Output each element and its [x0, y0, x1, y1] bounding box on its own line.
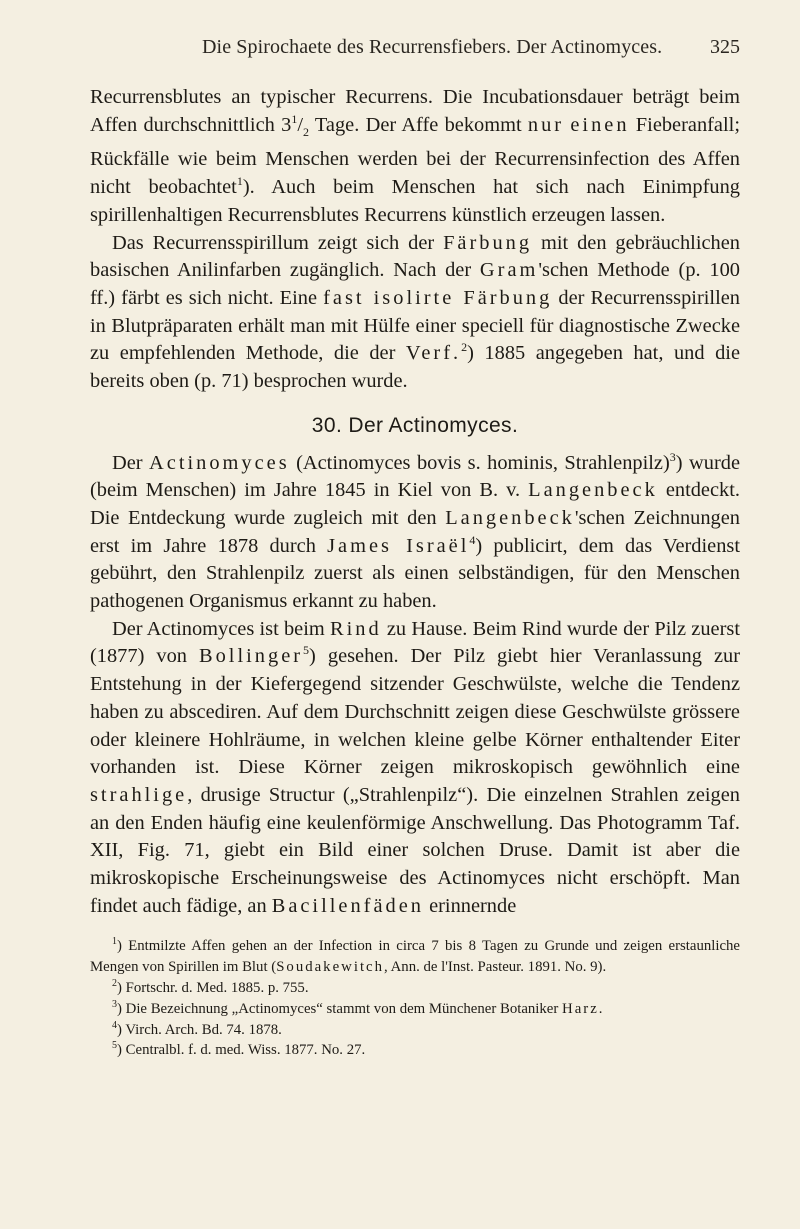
text-run: ) gesehen. Der Pilz giebt hier Veranlassung zur Entstehung in der Kiefergegend sitzender Geschwülste, welche die Tendenz haben zu abscediren. Auf dem Durchschnitt zeigen diese Geschwülste grössere oder kleinere Hohlräume, in welchen kleine gelbe Körner enthaltender Eiter vorhanden ist. Diese Körner zeigen mikroskopisch gewöhnlich eine	[90, 645, 740, 779]
text-run: entdeckt. Die Entdeckung wurde zugleich mit den	[90, 479, 740, 529]
running-header	[90, 36, 740, 64]
spaced-emphasis: strahlige	[90, 783, 188, 806]
footnote-ref: 2	[461, 340, 468, 355]
fraction-denominator: 2	[302, 124, 309, 139]
text-run: (Actinomyces bovis s. hominis, Strahlenpilz)	[289, 451, 670, 474]
text-run: ) Virch. Arch. Bd. 74. 1878.	[117, 1021, 282, 1038]
spaced-emphasis: Rind	[329, 617, 382, 640]
spaced-emphasis: einen	[570, 113, 630, 136]
paragraph-rind	[90, 616, 740, 921]
running-title: Die Spirochaete des Recurrensfiebers. Der Actinomyces.	[202, 36, 663, 58]
paragraph-entdeckung	[90, 450, 740, 616]
spaced-emphasis: Actinomyces	[149, 451, 290, 474]
text-run: ) Die Bezeichnung „Actinomyces“ stammt von dem Münchener Botaniker	[117, 1000, 563, 1017]
text-run: ) wurde (beim Menschen) im Jahre 1845 in Kiel von B. v.	[90, 451, 740, 502]
section-heading: 30. Der Actinomyces.	[311, 413, 519, 437]
paragraph-faerbung	[90, 230, 740, 396]
footnote-ref: 5	[303, 643, 310, 658]
spaced-name: Langenbeck	[528, 479, 658, 502]
footnote-ref: 1	[236, 174, 243, 189]
text-run: ) publicirt, dem das Verdienst gebührt, den Strahlenpilz zuerst als einen selbständigen, für den Menschen pathogenen Organismus erkannt zu haben.	[90, 534, 741, 613]
spaced-name: James Israël	[327, 534, 470, 557]
footnotes	[90, 936, 740, 1061]
spaced-emphasis: nur	[527, 113, 565, 136]
text-run: , drusige Structur („Strahlenpilz“). Die einzelnen Strahlen zeigen an den Enden häufig eine keulenförmige Anschwellung. Das Photogramm Taf. XII, Fig. 71, giebt ein Bild einer solchen Druse. Damit ist aber die mikroskopische Erscheinungsweise des Actinomyces nicht erschöpft. Man findet auch fädige, an	[90, 783, 740, 917]
page-number: 325	[710, 36, 740, 58]
text-run: mit den gebräuchlichen basischen Anilinfarben zugänglich. Nach der	[90, 231, 740, 282]
text-run: 'schen Methode (p. 100 ff.) färbt es sich nicht. Eine	[90, 259, 740, 309]
spaced-name: Bollinger	[199, 645, 304, 668]
text-run: Der	[112, 451, 150, 474]
footnote-1	[90, 936, 740, 978]
spaced-name: Harz	[562, 1000, 599, 1017]
footnote-mark: 5	[112, 1040, 117, 1052]
spaced-emphasis: Färbung	[443, 231, 533, 254]
text-run: ) Centralbl. f. d. med. Wiss. 1877. No. 27.	[117, 1042, 366, 1059]
fraction-slash: /	[297, 113, 303, 136]
text-run: ). Auch beim Menschen hat sich nach Einimpfung spirillenhaltigen Recurrensblutes Recurrens künstlich erzeugen lassen.	[90, 176, 740, 226]
spaced-emphasis: fast isolirte Färbung	[323, 287, 553, 309]
text-run: ) Entmilzte Affen gehen an der Infection in circa 7 bis 8 Tagen zu Grunde und zeigen erstaunliche Mengen von Spirillen im Blut (	[90, 938, 740, 976]
spaced-name: Gram	[479, 259, 539, 282]
fraction-numerator: 1	[291, 111, 298, 126]
footnote-ref: 4	[469, 532, 476, 547]
footnote-mark: 2	[112, 978, 117, 990]
text-run: ) Fortschr. d. Med. 1885. p. 755.	[117, 980, 309, 997]
spaced-emphasis: Verf.	[405, 342, 462, 365]
footnote-mark: 4	[112, 1019, 117, 1031]
spaced-name: Langenbeck	[445, 506, 575, 529]
footnote-3	[90, 999, 740, 1020]
text-run: Der Actinomyces ist beim	[112, 617, 330, 640]
text-run: 'schen Zeichnungen erst im Jahre 1878 durch	[90, 506, 740, 557]
text-run: erinnernde	[423, 894, 517, 917]
footnote-ref: 3	[669, 449, 676, 464]
text-run: Fieberanfall; Rückfälle wie beim Menschen werden bei der Recurrensinfection des Affen nicht beobachtet	[90, 113, 740, 199]
spaced-emphasis: Bacillenfäden	[271, 894, 424, 917]
text-run: , Ann. de l'Inst. Pasteur. 1891. No. 9).	[384, 959, 607, 976]
text-run: zu Hause. Beim Rind wurde der Pilz zuerst (1877) von	[90, 617, 740, 668]
footnote-5	[90, 1040, 740, 1061]
text-run: Das Recurrensspirillum zeigt sich der	[112, 231, 444, 254]
footnote-4	[90, 1020, 740, 1041]
footnote-mark: 3	[112, 998, 117, 1010]
footnote-2	[90, 978, 740, 999]
text-run: .	[598, 1000, 603, 1017]
text-run: ) 1885 angegeben hat, und die bereits oben (p. 71) besprochen wurde.	[90, 342, 740, 393]
text-run: der Recurrensspirillen in Blutpräparaten erhält man mit Hülfe einer speciell für diagnostische Zwecke zu empfehlenden Methode, die der	[90, 287, 741, 365]
paragraph-recurrens-affen	[90, 84, 740, 230]
text-run: Recurrensblutes an typischer Recurrens. Die Incubationsdauer beträgt beim Affen durchschnittlich 3	[90, 86, 740, 136]
body-text	[90, 84, 740, 920]
text-run: Tage. Der Affe bekommt	[308, 113, 528, 136]
spaced-name: Soudakewitch	[276, 959, 385, 976]
footnote-mark: 1	[112, 936, 117, 948]
